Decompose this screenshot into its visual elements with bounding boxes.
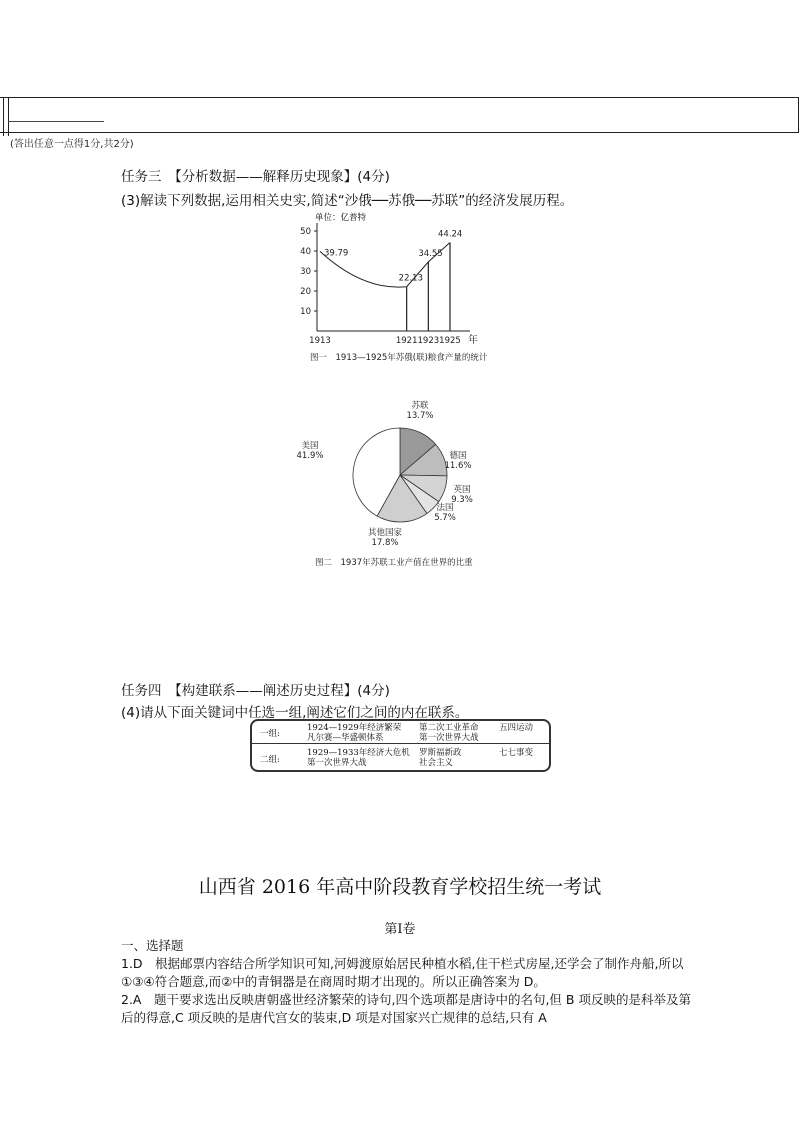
group1-keyword: 凡尔赛—华盛顿体系 [307, 733, 384, 743]
slice-name: 苏联 [411, 401, 429, 411]
volume-label: 第Ⅰ卷 [384, 922, 416, 937]
slice-name: 德国 [449, 451, 467, 461]
data-label: 39.79 [324, 248, 349, 259]
grain-output-chart [280, 208, 520, 368]
section-heading: 一、选择题 [121, 938, 184, 953]
x-tick-label: 1921 [395, 336, 418, 346]
group2-keyword: 七七事变 [499, 748, 534, 758]
data-label: 22.13 [398, 273, 424, 284]
group2-keyword: 1929—1933年经济大危机 [307, 748, 410, 758]
group2-keyword: 社会主义 [419, 758, 454, 768]
task4-heading: 任务四 【构建联系——阐述历史过程】(4分) [121, 683, 390, 699]
chart1-caption: 图一 1913—1925年苏俄(联)粮食产量的统计 [310, 353, 488, 363]
slice-value: 5.7% [434, 513, 456, 523]
answer-line [8, 121, 104, 122]
group1-keyword: 第一次世界大战 [419, 733, 479, 743]
scoring-note: (答出任意一点得1分,共2分) [10, 139, 134, 150]
slice-name: 英国 [453, 485, 471, 495]
group1-keyword: 五四运动 [499, 723, 534, 733]
slice-value: 9.3% [451, 495, 473, 505]
x-tick-label: 1913 [309, 336, 331, 346]
y-tick-label: 20 [300, 287, 311, 297]
slice-value: 17.8% [371, 538, 399, 548]
group1-keyword: 第二次工业革命 [419, 723, 479, 733]
data-label: 34.55 [418, 248, 443, 259]
y-axis-unit: 单位：亿普特 [315, 213, 367, 223]
answer-q1: 1.D 根据邮票内容结合所学知识可知,河姆渡原始居民种植水稻,住干栏式房屋,还学会了制作舟船,所以①③④符合题意,而②中的青铜器是在商周时期才出现的。所以正确答案为 D。 [121, 956, 684, 989]
y-tick-label: 30 [300, 267, 311, 277]
y-tick-label: 40 [300, 247, 311, 257]
keyword-box [250, 719, 551, 772]
chart2-caption: 图二 1937年苏联工业产值在世界的比重 [315, 558, 473, 568]
data-label: 44.24 [438, 229, 463, 240]
slice-value: 11.6% [444, 461, 472, 471]
divider [252, 743, 549, 744]
slice-name: 其他国家 [367, 528, 403, 538]
x-tick-label: 1923 [417, 336, 440, 346]
exam-title: 山西省 2016 年高中阶段教育学校招生统一考试 [198, 876, 602, 898]
industry-share-chart [290, 390, 530, 575]
x-axis-unit: 年 [468, 335, 478, 346]
answer-box [0, 97, 799, 133]
group1-keyword: 1924—1929年经济繁荣 [307, 723, 402, 733]
group2-label: 二组: [260, 755, 280, 765]
y-tick-label: 10 [300, 307, 311, 317]
y-tick-label: 50 [300, 227, 311, 237]
group2-keyword: 罗斯福新政 [419, 748, 462, 758]
slice-value: 41.9% [296, 451, 324, 461]
task4-question: (4)请从下面关键词中任选一组,阐述它们之间的内在联系。 [121, 705, 469, 721]
slice-value: 13.7% [406, 411, 434, 421]
box-line [3, 98, 4, 136]
x-tick-label: 1925 [439, 336, 461, 346]
group2-keyword: 第一次世界大战 [307, 758, 367, 768]
slice-name: 法国 [436, 503, 454, 513]
task3-heading: 任务三 【分析数据——解释历史现象】(4分) [121, 169, 390, 185]
box-line [8, 98, 9, 136]
group1-label: 一组: [260, 729, 280, 739]
task3-question: (3)解读下列数据,运用相关史实,简述“沙俄──苏俄──苏联”的经济发展历程。 [121, 193, 574, 209]
slice-name: 美国 [301, 441, 319, 451]
answer-q2: 2.A 题干要求选出反映唐朝盛世经济繁荣的诗句,四个选项都是唐诗中的名句,但 B 项反映的是科举及第后的得意,C 项反映的是唐代宫女的装束,D 项是对国家兴亡规律的总结,只有 A [121, 992, 691, 1025]
